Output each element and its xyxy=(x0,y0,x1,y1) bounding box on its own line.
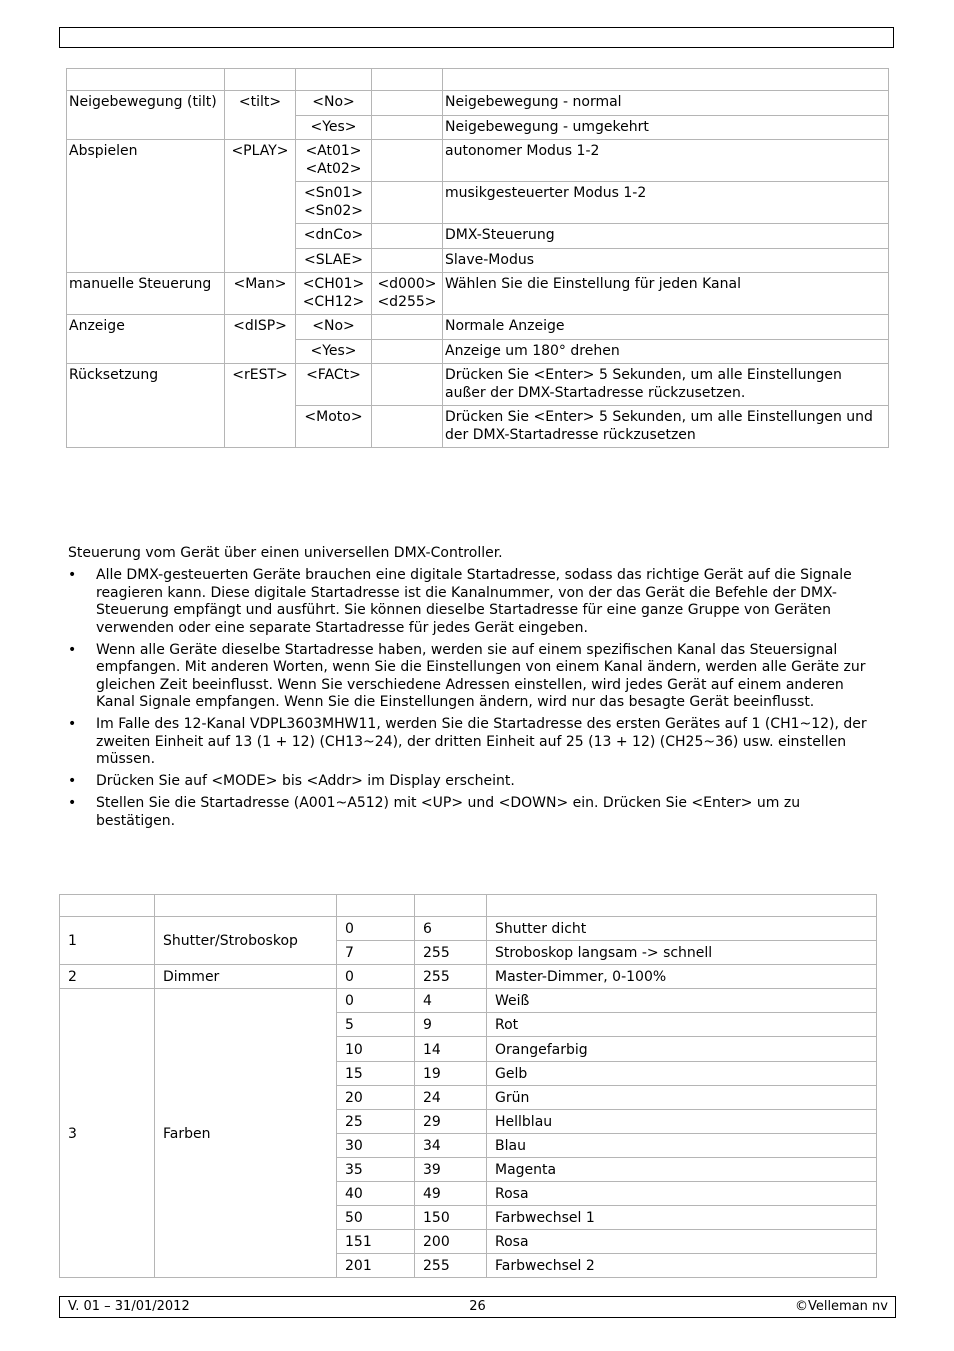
range-from-cell: 7 xyxy=(337,941,415,965)
menu-header-cell xyxy=(372,69,443,91)
bullet-text: Wenn alle Geräte dieselbe Startadresse haben, werden sie auf einem spezifischen Kanal das Steuersignal empfangen. Mit anderen Worten, wenn Sie die Einstellungen von einem Kanal ändern, werden alle Geräte zur gleichen Zeit beeinflusst. Wenn Sie verschiedene Adressen einstellen, wird jedes Gerät auf einem anderen Kanal Signale empfangen. Wenn Sie die Einstellungen ändern, wird nur das besagte Gerät beeinflusst. xyxy=(96,641,866,711)
range-from-cell: 15 xyxy=(337,1061,415,1085)
menu-option-cell xyxy=(296,339,372,364)
range-to-cell: 255 xyxy=(415,1254,487,1278)
channel-number-cell: 1 xyxy=(60,917,155,965)
menu-value-cell xyxy=(372,140,443,182)
range-to-cell: 49 xyxy=(415,1182,487,1206)
range-to-cell: 200 xyxy=(415,1230,487,1254)
menu-description-cell: Drücken Sie <Enter> 5 Sekunden, um alle Einstellungen und der DMX-Startadresse rückzusetzen xyxy=(443,406,889,448)
range-from-cell: 25 xyxy=(337,1109,415,1133)
menu-header-cell xyxy=(225,69,296,91)
menu-option-value: <CH01> xyxy=(302,276,365,292)
range-from-cell: 40 xyxy=(337,1182,415,1206)
menu-description-cell: Neigebewegung - normal xyxy=(443,91,889,116)
range-to-cell: 34 xyxy=(415,1133,487,1157)
channel-header-cell xyxy=(60,895,155,917)
range-to-cell: 4 xyxy=(415,989,487,1013)
bullet-symbol: • xyxy=(68,567,77,583)
range-to-cell: 255 xyxy=(415,941,487,965)
menu-function-cell: Rücksetzung xyxy=(67,364,225,448)
menu-range-value: <d255> xyxy=(377,293,437,310)
range-from-cell: 30 xyxy=(337,1133,415,1157)
range-from-cell: 10 xyxy=(337,1037,415,1061)
menu-table-row xyxy=(67,140,889,182)
range-to-cell: 39 xyxy=(415,1157,487,1181)
channel-table-row xyxy=(60,917,877,941)
range-to-cell: 255 xyxy=(415,965,487,989)
menu-option-value: <Yes> xyxy=(310,118,357,135)
dmx-bullet-item xyxy=(68,795,880,830)
range-description-cell: Master-Dimmer, 0-100% xyxy=(487,965,877,989)
menu-header-cell xyxy=(443,69,889,91)
range-to-cell: 6 xyxy=(415,917,487,941)
range-description-cell: Hellblau xyxy=(487,1109,877,1133)
footer-page-number: 26 xyxy=(469,1299,486,1314)
range-description-cell: Grün xyxy=(487,1085,877,1109)
range-to-cell: 150 xyxy=(415,1206,487,1230)
dmx-bullet-item xyxy=(68,716,880,769)
menu-option-cell xyxy=(296,182,372,224)
range-description-cell: Orangefarbig xyxy=(487,1037,877,1061)
menu-option-value: <At01> xyxy=(305,143,362,159)
menu-option-value: <Sn01> xyxy=(303,185,364,201)
menu-value-cell xyxy=(372,115,443,140)
menu-function-cell: Abspielen xyxy=(67,140,225,273)
channel-table-header-row xyxy=(60,895,877,917)
dmx-bullet-item xyxy=(68,642,880,712)
menu-code-cell: <PLAY> xyxy=(225,140,296,273)
range-from-cell: 151 xyxy=(337,1230,415,1254)
range-description-cell: Weiß xyxy=(487,989,877,1013)
range-to-cell: 24 xyxy=(415,1085,487,1109)
range-description-cell: Shutter dicht xyxy=(487,917,877,941)
menu-option-cell xyxy=(296,115,372,140)
menu-settings-table xyxy=(66,68,889,448)
menu-table-row xyxy=(67,315,889,340)
menu-description-cell: Neigebewegung - umgekehrt xyxy=(443,115,889,140)
range-description-cell: Farbwechsel 2 xyxy=(487,1254,877,1278)
menu-value-cell xyxy=(372,364,443,406)
menu-value-cell xyxy=(372,273,443,315)
range-from-cell: 20 xyxy=(337,1085,415,1109)
bullet-symbol: • xyxy=(68,795,77,812)
menu-option-cell xyxy=(296,273,372,315)
menu-option-value: <dnCo> xyxy=(303,227,364,243)
range-from-cell: 0 xyxy=(337,917,415,941)
range-description-cell: Rosa xyxy=(487,1182,877,1206)
channel-header-cell xyxy=(487,895,877,917)
bullet-symbol: • xyxy=(68,773,77,790)
range-to-cell: 19 xyxy=(415,1061,487,1085)
channel-function-cell: Farben xyxy=(155,989,337,1278)
range-from-cell: 35 xyxy=(337,1157,415,1181)
range-from-cell: 5 xyxy=(337,1013,415,1037)
menu-code-cell: <Man> xyxy=(225,273,296,315)
range-description-cell: Magenta xyxy=(487,1157,877,1181)
channel-header-cell xyxy=(415,895,487,917)
channel-number-cell: 3 xyxy=(60,989,155,1278)
menu-range-value: <d000> xyxy=(377,276,437,292)
bullet-text: Stellen Sie die Startadresse (A001~A512) mit <UP> und <DOWN> ein. Drücken Sie <Enter> um zu bestätigen. xyxy=(96,795,801,829)
channel-function-cell: Dimmer xyxy=(155,965,337,989)
dmx-channel-table xyxy=(59,894,877,1278)
dmx-bullet-item xyxy=(68,773,880,791)
menu-option-value: <CH12> xyxy=(302,293,365,310)
page-footer xyxy=(59,1296,896,1318)
footer-copyright: ©Velleman nv xyxy=(794,1299,888,1314)
menu-function-cell: manuelle Steuerung xyxy=(67,273,225,315)
menu-option-value: <Sn02> xyxy=(303,202,364,219)
menu-description-cell: Slave-Modus xyxy=(443,248,889,273)
menu-option-value: <At02> xyxy=(305,160,362,177)
menu-option-cell xyxy=(296,364,372,406)
menu-header-cell xyxy=(67,69,225,91)
menu-header-cell xyxy=(296,69,372,91)
menu-option-value: <Yes> xyxy=(310,342,357,359)
menu-table-row xyxy=(67,364,889,406)
menu-option-cell xyxy=(296,91,372,116)
menu-description-cell: DMX-Steuerung xyxy=(443,224,889,249)
menu-option-value: <No> xyxy=(312,94,355,110)
menu-code-cell: <rEST> xyxy=(225,364,296,448)
menu-description-cell: Wählen Sie die Einstellung für jeden Kanal xyxy=(443,273,889,315)
menu-value-cell xyxy=(372,315,443,340)
range-to-cell: 9 xyxy=(415,1013,487,1037)
menu-code-cell: <dISP> xyxy=(225,315,296,364)
menu-option-value: <No> xyxy=(312,318,355,334)
menu-value-cell xyxy=(372,182,443,224)
range-description-cell: Stroboskop langsam -> schnell xyxy=(487,941,877,965)
menu-option-cell xyxy=(296,224,372,249)
range-from-cell: 0 xyxy=(337,989,415,1013)
dmx-bullet-item xyxy=(68,567,880,637)
range-description-cell: Blau xyxy=(487,1133,877,1157)
menu-value-cell xyxy=(372,248,443,273)
footer-version: V. 01 – 31/01/2012 xyxy=(68,1299,190,1314)
dmx-intro-text: Steuerung vom Gerät über einen universellen DMX-Controller. xyxy=(68,545,503,561)
range-from-cell: 50 xyxy=(337,1206,415,1230)
menu-table-row xyxy=(67,273,889,315)
menu-option-cell xyxy=(296,248,372,273)
channel-header-cell xyxy=(337,895,415,917)
bullet-text: Alle DMX-gesteuerten Geräte brauchen eine digitale Startadresse, sodass das richtige Gerät auf die Signale reagieren kann. Diese digitale Startadresse ist die Kanalnummer, von der das Gerät die Befehle der DMX-Steuerung empfängt und ausführt. Sie können dieselbe Startadresse für eine ganze Gruppe von Geräten verwenden oder eine separate Startadresse für jedes Gerät eingeben. xyxy=(96,567,852,636)
menu-table-row xyxy=(67,91,889,116)
channel-header-cell xyxy=(155,895,337,917)
range-description-cell: Gelb xyxy=(487,1061,877,1085)
menu-description-cell: Drücken Sie <Enter> 5 Sekunden, um alle Einstellungen außer der DMX-Startadresse rückzusetzen. xyxy=(443,364,889,406)
channel-function-cell: Shutter/Stroboskop xyxy=(155,917,337,965)
menu-option-value: <FACt> xyxy=(306,367,361,383)
menu-description-cell: Anzeige um 180° drehen xyxy=(443,339,889,364)
menu-option-value: <Moto> xyxy=(304,409,363,425)
channel-number-cell: 2 xyxy=(60,965,155,989)
channel-table-row xyxy=(60,989,877,1013)
range-to-cell: 29 xyxy=(415,1109,487,1133)
bullet-symbol: • xyxy=(68,716,77,733)
header-box xyxy=(59,27,894,48)
dmx-bullet-list xyxy=(68,567,880,835)
menu-option-value: <SLAE> xyxy=(304,251,363,268)
menu-code-cell: <tilt> xyxy=(225,91,296,140)
menu-option-cell xyxy=(296,406,372,448)
bullet-text: Drücken Sie auf <MODE> bis <Addr> im Display erscheint. xyxy=(96,773,515,790)
menu-value-cell xyxy=(372,224,443,249)
range-from-cell: 201 xyxy=(337,1254,415,1278)
bullet-symbol: • xyxy=(68,641,77,658)
menu-description-cell: musikgesteuerter Modus 1-2 xyxy=(443,182,889,224)
menu-option-cell xyxy=(296,140,372,182)
channel-table-row xyxy=(60,965,877,989)
menu-value-cell xyxy=(372,406,443,448)
menu-function-cell: Neigebewegung (tilt) xyxy=(67,91,225,140)
menu-table-header-row xyxy=(67,69,889,91)
range-description-cell: Rosa xyxy=(487,1230,877,1254)
menu-value-cell xyxy=(372,91,443,116)
range-to-cell: 14 xyxy=(415,1037,487,1061)
range-description-cell: Farbwechsel 1 xyxy=(487,1206,877,1230)
menu-function-cell: Anzeige xyxy=(67,315,225,364)
menu-value-cell xyxy=(372,339,443,364)
menu-option-cell xyxy=(296,315,372,340)
bullet-text: Im Falle des 12-Kanal VDPL3603MHW11, werden Sie die Startadresse des ersten Gerätes auf 1 (CH1~12), der zweiten Einheit auf 13 (1 + 12) (CH13~24), der dritten Einheit auf 25 (13 + 12) (CH25~36) usw. einstellen müssen. xyxy=(96,716,867,768)
menu-description-cell: autonomer Modus 1-2 xyxy=(443,140,889,182)
range-description-cell: Rot xyxy=(487,1013,877,1037)
menu-description-cell: Normale Anzeige xyxy=(443,315,889,340)
range-from-cell: 0 xyxy=(337,965,415,989)
